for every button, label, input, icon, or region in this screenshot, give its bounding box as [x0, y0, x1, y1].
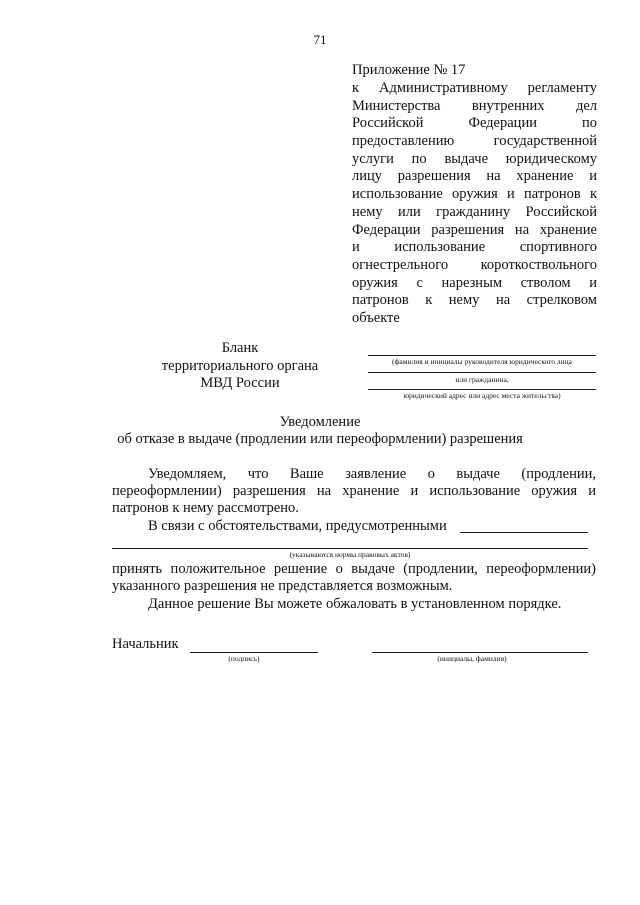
appendix-line: оружия с нарезным стволом и — [352, 274, 597, 291]
appendix-line: патронов к нему на стрелковом — [352, 292, 597, 309]
paragraph-line: переоформлении) разрешения на хранение и использование оружия и — [112, 483, 596, 499]
appendix-line: Российской Федерации по — [352, 115, 597, 132]
recipient-caption-2: или гражданина, — [455, 375, 509, 384]
notice-subtitle: об отказе в выдаче (продлении или переоформлении) разрешения — [117, 431, 523, 447]
signature-caption: (подпись) — [228, 654, 260, 663]
appendix-line: объекте — [352, 309, 400, 326]
paragraph-line: указанного разрешения не представляется возможным. — [112, 578, 453, 594]
recipient-name-line[interactable] — [368, 355, 596, 356]
recipient-address-line[interactable] — [368, 389, 596, 390]
appendix-line: Министерства внутренних дел — [352, 97, 597, 114]
name-line[interactable] — [372, 652, 588, 653]
page-number: 71 — [313, 32, 327, 47]
appendix-line: предоставлению государственной — [352, 133, 597, 150]
appendix-line: и использование спортивного — [352, 239, 597, 256]
letterhead-block — [130, 340, 350, 393]
legal-basis-line[interactable] — [460, 532, 588, 533]
appendix-title: Приложение № 17 — [352, 62, 466, 78]
paragraph-line: патронов к нему рассмотрено. — [112, 500, 299, 516]
recipient-name-caption: (фамилия и инициалы руководителя юридического лица — [392, 357, 572, 366]
paragraph-line: принять положительное решение о выдаче (продлении, переоформлении) — [112, 561, 596, 577]
legal-basis-caption: (указываются нормы правовых актов) — [289, 550, 411, 559]
appendix-line: Федерации разрешения на хранение — [352, 221, 597, 238]
notice-title: Уведомление — [279, 414, 361, 430]
appendix-line: лицу разрешения на хранение и — [352, 168, 597, 185]
paragraph-line: Уведомляем, что Ваше заявление о выдаче (продлении, — [148, 466, 596, 482]
legal-basis-line-2[interactable] — [112, 548, 588, 549]
recipient-line-2[interactable] — [368, 372, 596, 373]
name-caption: (инициалы, фамилия) — [437, 654, 507, 663]
appendix-line: к Административному регламенту — [352, 80, 597, 96]
letterhead-line: территориального органа — [161, 357, 319, 374]
letterhead-line: Бланк — [221, 340, 259, 356]
appendix-line: услуги по выдаче юридическому — [352, 150, 597, 167]
letterhead-line: МВД России — [200, 375, 280, 391]
chief-label: Начальник — [112, 636, 179, 652]
recipient-address-caption: юридический адрес или адрес места жительства) — [403, 391, 561, 400]
appendix-text — [352, 80, 597, 328]
signature-line[interactable] — [190, 652, 318, 653]
appendix-line: использование оружия и патронов к — [352, 186, 597, 203]
appendix-line: огнестрельного короткоствольного — [352, 256, 597, 273]
paragraph-line: Данное решение Вы можете обжаловать в установленном порядке. — [148, 596, 562, 612]
appendix-line: нему или гражданину Российской — [352, 203, 597, 220]
paragraph-line: В связи с обстоятельствами, предусмотренными — [148, 518, 447, 534]
